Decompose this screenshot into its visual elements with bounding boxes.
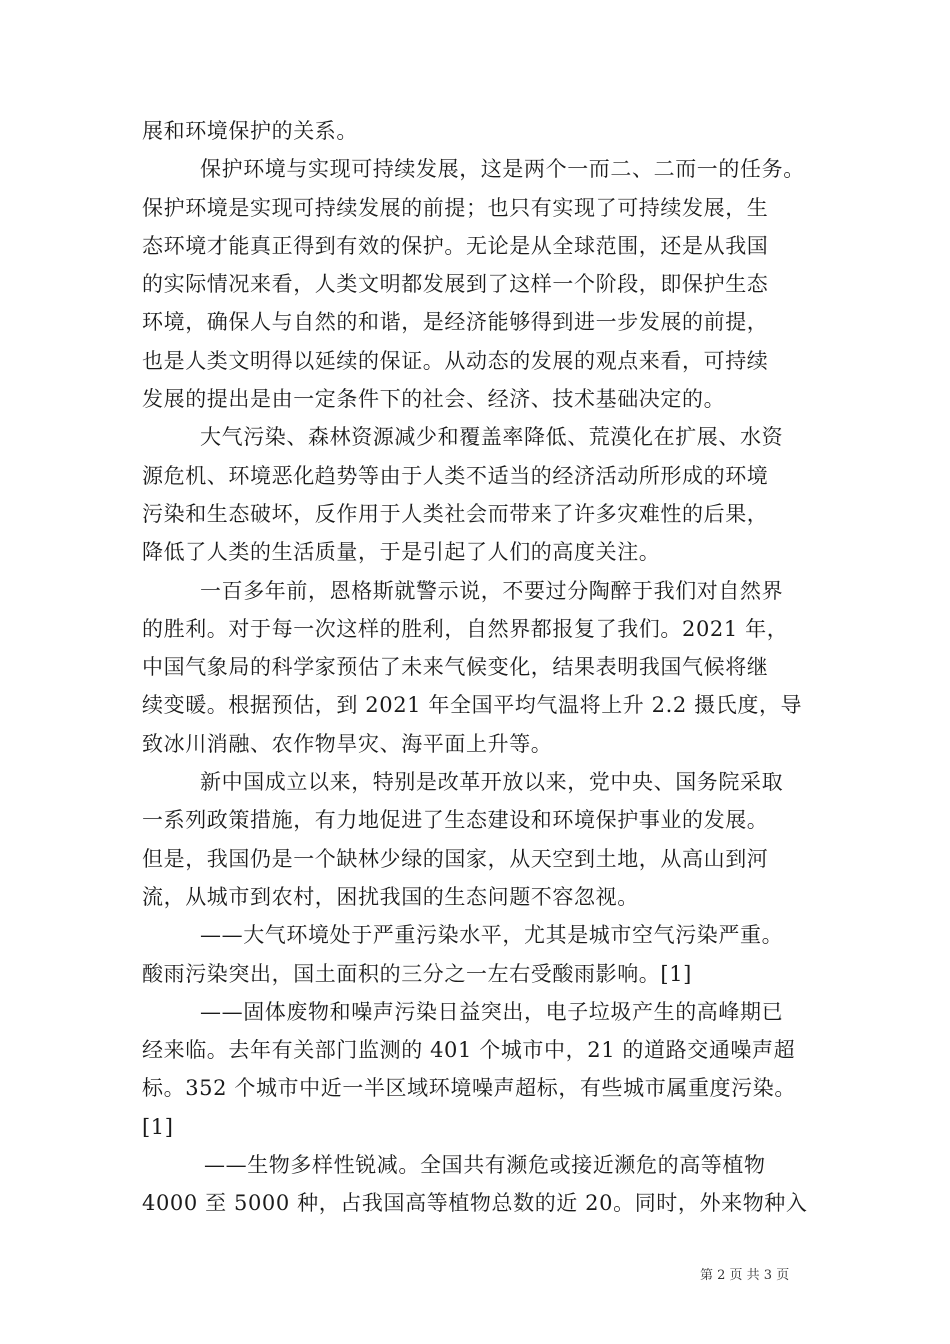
page-number: 第 2 页 共 3 页 xyxy=(700,1268,790,1283)
text-line: 但是，我国仍是一个缺林少绿的国家，从天空到土地，从高山到河 xyxy=(142,846,769,871)
text-line: 经来临。去年有关部门监测的 401 个城市中，21 的道路交通噪声超 xyxy=(142,1038,796,1063)
paragraph-start-line: 大气污染、森林资源减少和覆盖率降低、荒漠化在扩展、水资 xyxy=(200,425,784,450)
document-body xyxy=(142,112,822,1223)
paragraph-start-line: 一百多年前，恩格斯就警示说，不要过分陶醉于我们对自然界 xyxy=(200,578,784,603)
text-line: 一系列政策措施，有力地促进了生态建设和环境保护事业的发展。 xyxy=(142,808,769,833)
text-line: 源危机、环境恶化趋势等由于人类不适当的经济活动所形成的环境 xyxy=(142,463,769,488)
text-line: 酸雨污染突出，国土面积的三分之一左右受酸雨影响。[1] xyxy=(142,961,692,986)
citation-line: [1] xyxy=(142,1114,174,1139)
text-line: 展和环境保护的关系。 xyxy=(142,119,358,143)
paragraph-start-line: ——生物多样性锐减。全国共有濒危或接近濒危的高等植物 xyxy=(204,1153,766,1178)
text-line: 降低了人类的生活质量，于是引起了人们的高度关注。 xyxy=(142,540,661,565)
text-line: 的胜利。对于每一次这样的胜利，自然界都报复了我们。2021 年， xyxy=(142,616,789,641)
text-line: 发展的提出是由一定条件下的社会、经济、技术基础决定的。 xyxy=(142,387,726,412)
text-line: 环境，确保人与自然的和谐，是经济能够得到进一步发展的前提， xyxy=(142,310,769,335)
paragraph-start-line: ——固体废物和噪声污染日益突出，电子垃圾产生的高峰期已 xyxy=(200,999,784,1024)
text-line: 态环境才能真正得到有效的保护。无论是从全球范围，还是从我国 xyxy=(142,233,769,258)
text-line: 标。352 个城市中近一半区域环境噪声超标，有些城市属重度污染。 xyxy=(142,1076,796,1101)
text-line: 续变暖。根据预估，到 2021 年全国平均气温将上升 2.2 摄氏度，导 xyxy=(142,693,803,718)
paragraph-start-line: 新中国成立以来，特别是改革开放以来，党中央、国务院采取 xyxy=(200,770,784,795)
text-line: 流，从城市到农村，困扰我国的生态问题不容忽视。 xyxy=(142,884,639,909)
text-line: 的实际情况来看，人类文明都发展到了这样一个阶段，即保护生态 xyxy=(142,272,769,297)
text-line: 4000 至 5000 种，占我国高等植物总数的近 20。同时，外来物种入 xyxy=(142,1191,808,1216)
text-line: 污染和生态破坏，反作用于人类社会而带来了许多灾难性的后果， xyxy=(142,501,769,526)
text-line: 保护环境是实现可持续发展的前提；也只有实现了可持续发展，生 xyxy=(142,195,769,220)
paragraph-start-line: 保护环境与实现可持续发展，这是两个一而二、二而一的任务。 xyxy=(200,157,805,182)
text-line: 中国气象局的科学家预估了未来气候变化，结果表明我国气候将继 xyxy=(142,655,769,680)
text-line: 致冰川消融、农作物旱灾、海平面上升等。 xyxy=(142,731,553,756)
text-line: 也是人类文明得以延续的保证。从动态的发展的观点来看，可持续 xyxy=(142,348,769,373)
paragraph-start-line: ——大气环境处于严重污染水平，尤其是城市空气污染严重。 xyxy=(200,923,784,948)
